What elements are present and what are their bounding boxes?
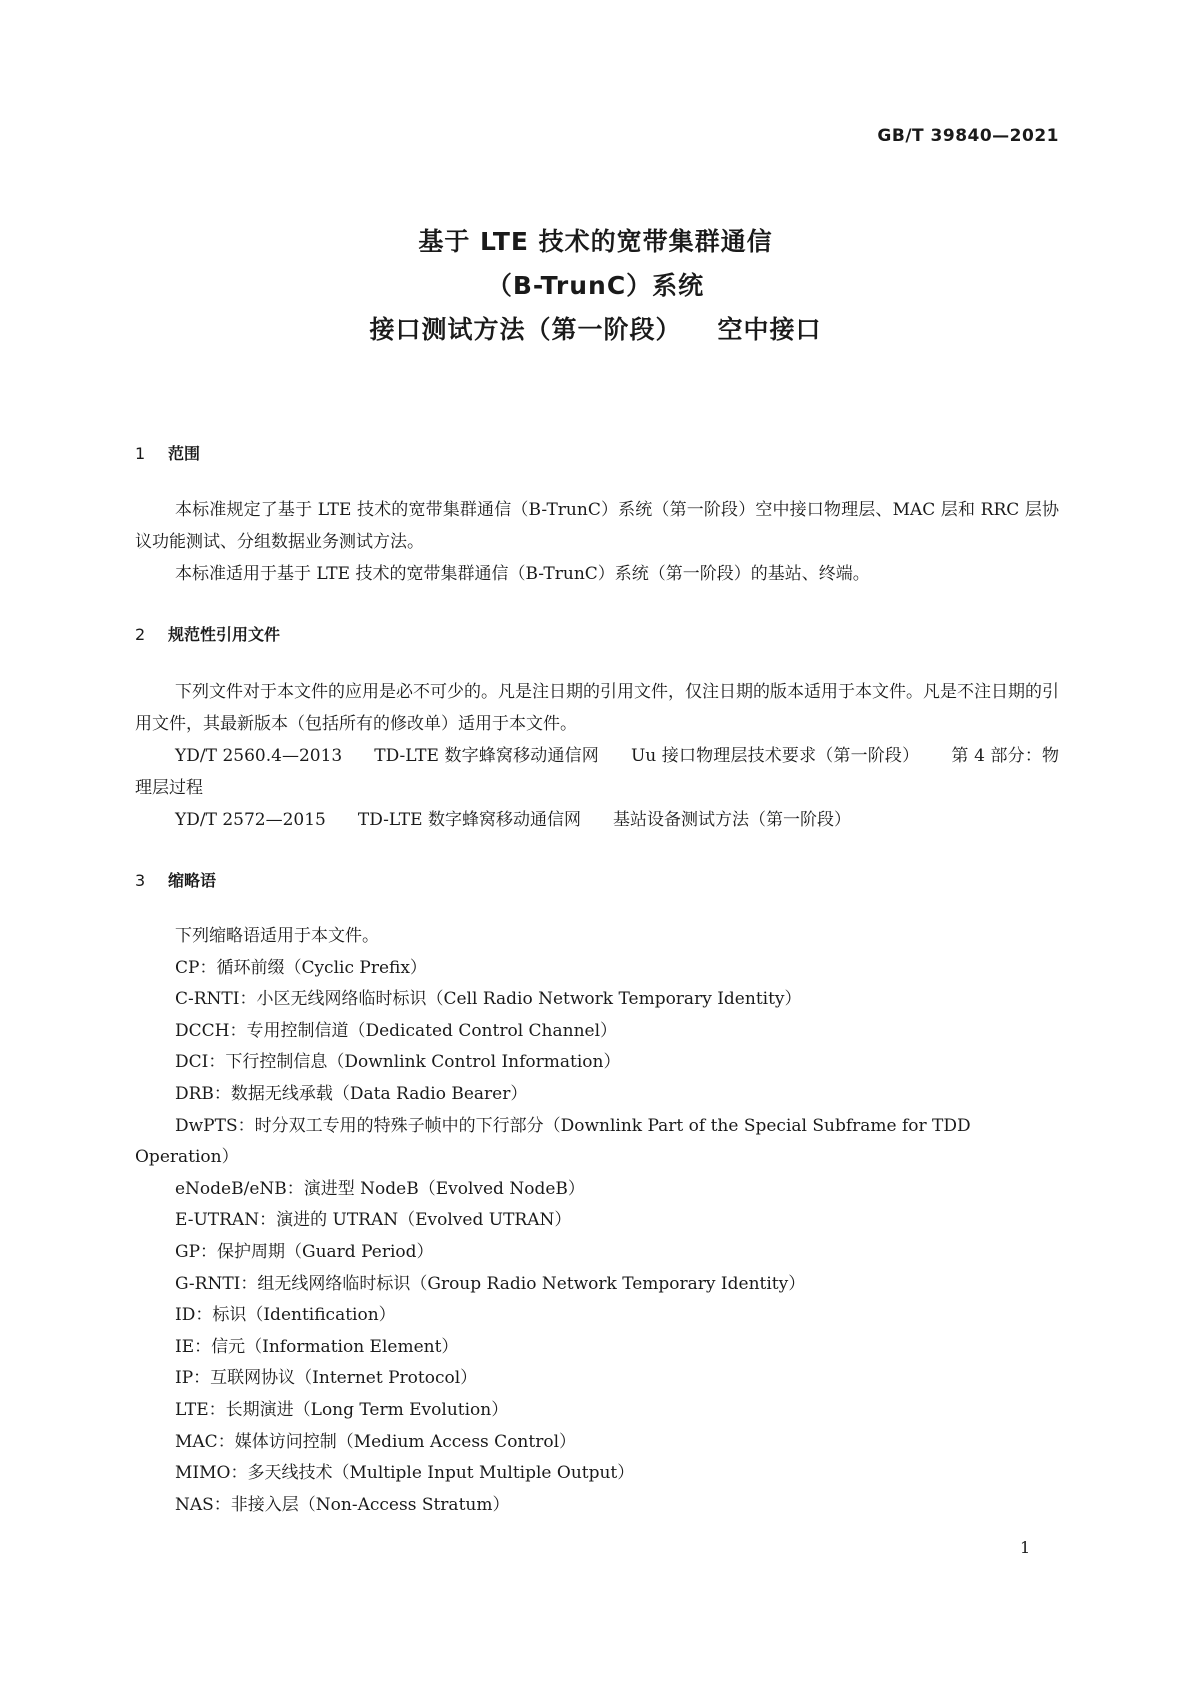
section-3-title: 缩略语: [168, 871, 217, 890]
section-2-number: 2: [135, 625, 146, 644]
section-3-number: 3: [135, 871, 146, 890]
section-1-paragraph-2: 本标准适用于基于 LTE 技术的宽带集群通信（B-TrunC）系统（第一阶段）的基站、终端。: [175, 564, 870, 584]
abbreviation-item: G-RNTI：组无线网络临时标识（Group Radio Network Temporary Identity）: [175, 1273, 806, 1294]
reference-2-code: YD/T 2572—2015: [175, 810, 326, 830]
abbreviation-item: MAC：媒体访问控制（Medium Access Control）: [175, 1431, 577, 1452]
abbreviation-item: IE：信元（Information Element）: [175, 1336, 459, 1357]
abbreviation-intro: 下列缩略语适用于本文件。: [175, 926, 379, 946]
section-1-title: 范围: [168, 444, 201, 463]
reference-1-title-b: Uu 接口物理层技术要求（第一阶段）: [630, 746, 920, 766]
abbreviation-item: DCI：下行控制信息（Downlink Control Information）: [175, 1052, 621, 1073]
title-line-3: [0, 308, 1191, 352]
section-2-body: [135, 676, 1059, 836]
reference-1-code: YD/T 2560.4—2013: [175, 746, 343, 766]
title-line-3a: 接口测试方法（第一阶段）: [369, 315, 682, 344]
reference-1-title-a: TD-LTE 数字蜂窝移动通信网: [374, 746, 599, 766]
reference-2: [135, 804, 1059, 836]
abbreviation-item: LTE：长期演进（Long Term Evolution）: [175, 1399, 509, 1420]
abbreviation-item: DwPTS：时分双工专用的特殊子帧中的下行部分（Downlink Part of the Special Subframe for TDD Operation）: [135, 1115, 971, 1168]
abbreviation-item: DRB：数据无线承载（Data Radio Bearer）: [175, 1083, 528, 1104]
section-2-paragraph-1: 下列文件对于本文件的应用是必不可少的。凡是注日期的引用文件，仅注日期的版本适用于本文件。凡是不注日期的引用文件，其最新版本（包括所有的修改单）适用于本文件。: [135, 682, 1059, 734]
title-line-2: （B-TrunC）系统: [486, 271, 705, 300]
reference-2-title-a: TD-LTE 数字蜂窝移动通信网: [357, 810, 581, 830]
section-3-heading: [135, 868, 216, 891]
reference-1-title-c: 第 4 部分：物理层过程: [135, 746, 1059, 798]
abbreviation-item: GP：保护周期（Guard Period）: [175, 1241, 434, 1262]
section-1-body: [135, 494, 1059, 590]
abbreviation-item: IP：互联网协议（Internet Protocol）: [175, 1368, 478, 1389]
abbreviation-item: CP：循环前缀（Cyclic Prefix）: [175, 957, 427, 978]
page-number: 1: [1020, 1538, 1031, 1557]
abbreviation-item: ID：标识（Identification）: [175, 1305, 396, 1326]
abbreviation-item: NAS：非接入层（Non-Access Stratum）: [175, 1494, 510, 1515]
reference-1: [135, 740, 1059, 804]
title-line-3b: 空中接口: [717, 315, 822, 344]
document-title: [0, 220, 1191, 352]
title-line-1: 基于 LTE 技术的宽带集群通信: [418, 227, 773, 256]
reference-2-title-b: 基站设备测试方法（第一阶段）: [612, 810, 851, 830]
abbreviation-list: [135, 921, 1059, 1521]
section-2-heading: [135, 622, 280, 645]
standard-code: GB/T 39840—2021: [877, 126, 1059, 146]
abbreviation-item: eNodeB/eNB：演进型 NodeB（Evolved NodeB）: [175, 1178, 585, 1199]
section-1-heading: [135, 441, 200, 464]
section-1-number: 1: [135, 444, 146, 463]
abbreviation-item: C-RNTI：小区无线网络临时标识（Cell Radio Network Temporary Identity）: [175, 989, 802, 1010]
abbreviation-item: E-UTRAN：演进的 UTRAN（Evolved UTRAN）: [175, 1210, 572, 1231]
section-1-paragraph-1: 本标准规定了基于 LTE 技术的宽带集群通信（B-TrunC）系统（第一阶段）空中接口物理层、MAC 层和 RRC 层协议功能测试、分组数据业务测试方法。: [135, 500, 1059, 552]
section-2-title: 规范性引用文件: [168, 625, 281, 644]
abbreviation-item: DCCH：专用控制信道（Dedicated Control Channel）: [175, 1020, 618, 1041]
abbreviation-item: MIMO：多天线技术（Multiple Input Multiple Output）: [175, 1463, 635, 1484]
